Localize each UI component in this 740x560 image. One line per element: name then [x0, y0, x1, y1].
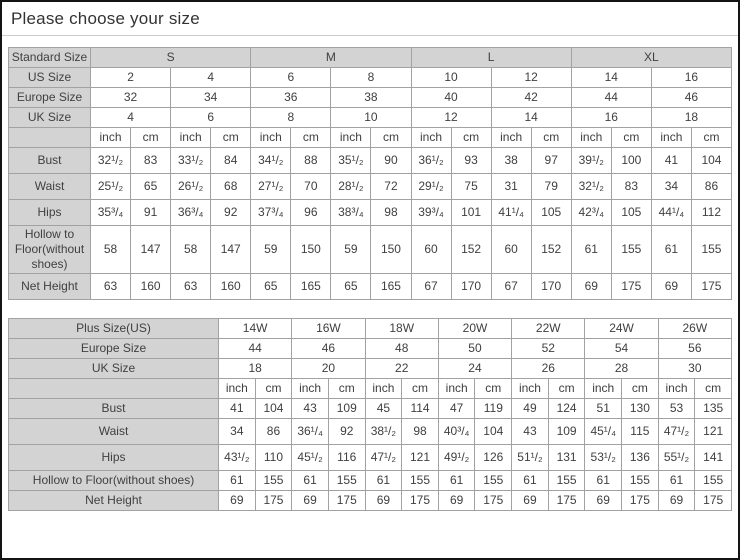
- value-cell: 110: [255, 445, 292, 471]
- header-cell: Bust: [9, 148, 91, 174]
- value-cell: 39¹/₂: [571, 148, 611, 174]
- value-cell: 63: [171, 274, 211, 300]
- table-row: [9, 128, 732, 148]
- value-cell: inch: [651, 128, 691, 148]
- value-cell: 67: [491, 274, 531, 300]
- value-cell: 2: [91, 68, 171, 88]
- value-cell: 124: [548, 399, 585, 419]
- value-cell: 61: [512, 471, 549, 491]
- value-cell: 8: [331, 68, 411, 88]
- value-cell: 27¹/₂: [251, 174, 291, 200]
- value-cell: 92: [211, 200, 251, 226]
- value-cell: 155: [548, 471, 585, 491]
- value-cell: cm: [371, 128, 411, 148]
- value-cell: 97: [531, 148, 571, 174]
- value-cell: 70: [291, 174, 331, 200]
- value-cell: 72: [371, 174, 411, 200]
- value-cell: 116: [328, 445, 365, 471]
- value-cell: 36: [251, 88, 331, 108]
- value-cell: 51: [585, 399, 622, 419]
- value-cell: 46: [292, 339, 365, 359]
- value-cell: 131: [548, 445, 585, 471]
- value-cell: 24W: [585, 319, 658, 339]
- value-cell: 109: [548, 419, 585, 445]
- table-row: [9, 174, 732, 200]
- value-cell: 79: [531, 174, 571, 200]
- value-cell: 69: [438, 491, 475, 511]
- value-cell: 22: [365, 359, 438, 379]
- value-cell: 61: [219, 471, 256, 491]
- value-cell: 93: [451, 148, 491, 174]
- table-row: [9, 471, 732, 491]
- value-cell: 65: [131, 174, 171, 200]
- value-cell: 33¹/₂: [171, 148, 211, 174]
- value-cell: 30: [658, 359, 731, 379]
- value-cell: inch: [171, 128, 211, 148]
- value-cell: 55¹/₂: [658, 445, 695, 471]
- value-cell: 175: [328, 491, 365, 511]
- value-cell: 170: [451, 274, 491, 300]
- value-cell: 35³/₄: [91, 200, 131, 226]
- value-cell: cm: [402, 379, 439, 399]
- value-cell: 100: [611, 148, 651, 174]
- value-cell: 42: [491, 88, 571, 108]
- value-cell: 69: [219, 491, 256, 511]
- value-cell: 34: [219, 419, 256, 445]
- value-cell: 47¹/₂: [365, 445, 402, 471]
- value-cell: 36³/₄: [171, 200, 211, 226]
- value-cell: 48: [365, 339, 438, 359]
- value-cell: 28: [585, 359, 658, 379]
- value-cell: 155: [255, 471, 292, 491]
- value-cell: 175: [691, 274, 731, 300]
- value-cell: 160: [131, 274, 171, 300]
- value-cell: 43: [512, 419, 549, 445]
- value-cell: 61: [651, 226, 691, 274]
- value-cell: 42³/₄: [571, 200, 611, 226]
- value-cell: 83: [611, 174, 651, 200]
- value-cell: 155: [691, 226, 731, 274]
- value-cell: cm: [475, 379, 512, 399]
- table-row: [9, 48, 732, 68]
- value-cell: 121: [695, 419, 732, 445]
- table-row: [9, 108, 732, 128]
- value-cell: 61: [571, 226, 611, 274]
- value-cell: inch: [491, 128, 531, 148]
- value-cell: cm: [695, 379, 732, 399]
- value-cell: 152: [531, 226, 571, 274]
- value-cell: 126: [475, 445, 512, 471]
- value-cell: 68: [211, 174, 251, 200]
- header-cell: Europe Size: [9, 339, 219, 359]
- value-cell: 175: [611, 274, 651, 300]
- value-cell: 41: [651, 148, 691, 174]
- value-cell: inch: [438, 379, 475, 399]
- value-cell: 175: [548, 491, 585, 511]
- value-cell: inch: [251, 128, 291, 148]
- value-cell: 26: [512, 359, 585, 379]
- value-cell: cm: [291, 128, 331, 148]
- value-cell: 165: [291, 274, 331, 300]
- value-cell: 69: [585, 491, 622, 511]
- value-cell: 53: [658, 399, 695, 419]
- value-cell: 38: [491, 148, 531, 174]
- value-cell: cm: [691, 128, 731, 148]
- value-cell: 28¹/₂: [331, 174, 371, 200]
- header-cell: US Size: [9, 68, 91, 88]
- value-cell: 119: [475, 399, 512, 419]
- value-cell: 152: [451, 226, 491, 274]
- value-cell: cm: [131, 128, 171, 148]
- value-cell: 22W: [512, 319, 585, 339]
- value-cell: 175: [622, 491, 659, 511]
- value-cell: inch: [365, 379, 402, 399]
- value-cell: inch: [292, 379, 329, 399]
- value-cell: 53¹/₂: [585, 445, 622, 471]
- value-cell: 8: [251, 108, 331, 128]
- value-cell: cm: [451, 128, 491, 148]
- value-cell: 44: [571, 88, 651, 108]
- value-cell: 41¹/₄: [491, 200, 531, 226]
- value-cell: 38¹/₂: [365, 419, 402, 445]
- value-cell: 35¹/₂: [331, 148, 371, 174]
- header-cell: Plus Size(US): [9, 319, 219, 339]
- value-cell: 61: [438, 471, 475, 491]
- value-cell: 104: [475, 419, 512, 445]
- value-cell: 14: [571, 68, 651, 88]
- value-cell: cm: [328, 379, 365, 399]
- value-cell: 112: [691, 200, 731, 226]
- value-cell: 69: [571, 274, 611, 300]
- value-cell: 65: [331, 274, 371, 300]
- value-cell: 175: [255, 491, 292, 511]
- value-cell: 20: [292, 359, 365, 379]
- value-cell: inch: [219, 379, 256, 399]
- value-cell: 4: [171, 68, 251, 88]
- value-cell: 175: [475, 491, 512, 511]
- standard-size-table-body: [9, 48, 732, 300]
- value-cell: 61: [365, 471, 402, 491]
- value-cell: 10: [411, 68, 491, 88]
- value-cell: 47¹/₂: [658, 419, 695, 445]
- value-cell: 98: [402, 419, 439, 445]
- header-cell: Net Height: [9, 491, 219, 511]
- value-cell: 175: [402, 491, 439, 511]
- table-row: [9, 88, 732, 108]
- value-cell: 56: [658, 339, 731, 359]
- value-cell: 130: [622, 399, 659, 419]
- header-cell: Bust: [9, 399, 219, 419]
- value-cell: cm: [211, 128, 251, 148]
- value-cell: 40³/₄: [438, 419, 475, 445]
- value-cell: 90: [371, 148, 411, 174]
- value-cell: 26¹/₂: [171, 174, 211, 200]
- table-row: [9, 274, 732, 300]
- value-cell: inch: [571, 128, 611, 148]
- plus-size-table: [8, 318, 732, 511]
- value-cell: 43¹/₂: [219, 445, 256, 471]
- header-cell: Net Height: [9, 274, 91, 300]
- value-cell: 36¹/₂: [411, 148, 451, 174]
- value-cell: 50: [438, 339, 511, 359]
- value-cell: 60: [491, 226, 531, 274]
- value-cell: 91: [131, 200, 171, 226]
- value-cell: cm: [548, 379, 585, 399]
- value-cell: 136: [622, 445, 659, 471]
- value-cell: 155: [611, 226, 651, 274]
- table-row: [9, 319, 732, 339]
- header-cell: UK Size: [9, 108, 91, 128]
- table-row: [9, 491, 732, 511]
- value-cell: 150: [291, 226, 331, 274]
- value-cell: 135: [695, 399, 732, 419]
- value-cell: 109: [328, 399, 365, 419]
- value-cell: 36¹/₄: [292, 419, 329, 445]
- value-cell: 12: [411, 108, 491, 128]
- value-cell: 63: [91, 274, 131, 300]
- value-cell: 54: [585, 339, 658, 359]
- header-cell: L: [411, 48, 571, 68]
- value-cell: 18W: [365, 319, 438, 339]
- value-cell: 175: [695, 491, 732, 511]
- value-cell: 105: [611, 200, 651, 226]
- page-title: Please choose your size: [11, 9, 200, 28]
- value-cell: inch: [585, 379, 622, 399]
- value-cell: 147: [211, 226, 251, 274]
- value-cell: 98: [371, 200, 411, 226]
- value-cell: 165: [371, 274, 411, 300]
- header-cell: M: [251, 48, 411, 68]
- header-cell: UK Size: [9, 359, 219, 379]
- value-cell: 67: [411, 274, 451, 300]
- value-cell: 34: [171, 88, 251, 108]
- table-row: [9, 419, 732, 445]
- value-cell: inch: [411, 128, 451, 148]
- header-cell: Hips: [9, 200, 91, 226]
- value-cell: 34¹/₂: [251, 148, 291, 174]
- value-cell: 44¹/₄: [651, 200, 691, 226]
- value-cell: inch: [331, 128, 371, 148]
- value-cell: 37³/₄: [251, 200, 291, 226]
- value-cell: 61: [658, 471, 695, 491]
- value-cell: 16: [571, 108, 651, 128]
- value-cell: 18: [651, 108, 731, 128]
- value-cell: 58: [91, 226, 131, 274]
- value-cell: 150: [371, 226, 411, 274]
- value-cell: 114: [402, 399, 439, 419]
- value-cell: 25¹/₂: [91, 174, 131, 200]
- value-cell: 61: [585, 471, 622, 491]
- value-cell: 105: [531, 200, 571, 226]
- value-cell: inch: [512, 379, 549, 399]
- header-cell: Hollow to Floor(without shoes): [9, 226, 91, 274]
- value-cell: 14: [491, 108, 571, 128]
- value-cell: 147: [131, 226, 171, 274]
- value-cell: 75: [451, 174, 491, 200]
- value-cell: 59: [331, 226, 371, 274]
- value-cell: 24: [438, 359, 511, 379]
- value-cell: 104: [255, 399, 292, 419]
- value-cell: 10: [331, 108, 411, 128]
- value-cell: cm: [531, 128, 571, 148]
- value-cell: 46: [651, 88, 731, 108]
- value-cell: 83: [131, 148, 171, 174]
- value-cell: 32: [91, 88, 171, 108]
- value-cell: 69: [292, 491, 329, 511]
- table-row: [9, 379, 732, 399]
- value-cell: 40: [411, 88, 491, 108]
- value-cell: 38³/₄: [331, 200, 371, 226]
- value-cell: 155: [695, 471, 732, 491]
- header-cell: Europe Size: [9, 88, 91, 108]
- value-cell: 92: [328, 419, 365, 445]
- table-row: [9, 359, 732, 379]
- value-cell: 49: [512, 399, 549, 419]
- value-cell: 60: [411, 226, 451, 274]
- value-cell: 51¹/₂: [512, 445, 549, 471]
- value-cell: 43: [292, 399, 329, 419]
- value-cell: 155: [328, 471, 365, 491]
- value-cell: 6: [171, 108, 251, 128]
- value-cell: 14W: [219, 319, 292, 339]
- value-cell: 86: [691, 174, 731, 200]
- value-cell: 18: [219, 359, 292, 379]
- table-row: [9, 200, 732, 226]
- value-cell: 12: [491, 68, 571, 88]
- table-row: [9, 68, 732, 88]
- value-cell: 69: [365, 491, 402, 511]
- value-cell: 84: [211, 148, 251, 174]
- value-cell: 52: [512, 339, 585, 359]
- value-cell: 32¹/₂: [91, 148, 131, 174]
- value-cell: 38: [331, 88, 411, 108]
- value-cell: 155: [475, 471, 512, 491]
- value-cell: 47: [438, 399, 475, 419]
- value-cell: 26W: [658, 319, 731, 339]
- value-cell: 170: [531, 274, 571, 300]
- header-cell: Hollow to Floor(without shoes): [9, 471, 219, 491]
- value-cell: 34: [651, 174, 691, 200]
- header-cell: S: [91, 48, 251, 68]
- header-cell: [9, 128, 91, 148]
- value-cell: 41: [219, 399, 256, 419]
- value-cell: 121: [402, 445, 439, 471]
- header-cell: Standard Size: [9, 48, 91, 68]
- table-row: [9, 226, 732, 274]
- value-cell: 58: [171, 226, 211, 274]
- value-cell: 88: [291, 148, 331, 174]
- value-cell: 20W: [438, 319, 511, 339]
- table-row: [9, 399, 732, 419]
- value-cell: cm: [255, 379, 292, 399]
- value-cell: 155: [402, 471, 439, 491]
- header-cell: Waist: [9, 174, 91, 200]
- value-cell: 4: [91, 108, 171, 128]
- header-cell: [9, 379, 219, 399]
- value-cell: 49¹/₂: [438, 445, 475, 471]
- value-cell: 29¹/₂: [411, 174, 451, 200]
- value-cell: 32¹/₂: [571, 174, 611, 200]
- value-cell: cm: [622, 379, 659, 399]
- value-cell: 69: [651, 274, 691, 300]
- value-cell: 69: [658, 491, 695, 511]
- table-gap: [2, 300, 738, 318]
- header-cell: Waist: [9, 419, 219, 445]
- standard-size-table: [8, 47, 732, 300]
- value-cell: 31: [491, 174, 531, 200]
- value-cell: 39³/₄: [411, 200, 451, 226]
- table-row: [9, 445, 732, 471]
- value-cell: 160: [211, 274, 251, 300]
- value-cell: 96: [291, 200, 331, 226]
- value-cell: 6: [251, 68, 331, 88]
- value-cell: 16: [651, 68, 731, 88]
- title-divider: [2, 35, 738, 36]
- plus-size-table-body: [9, 319, 732, 511]
- value-cell: 141: [695, 445, 732, 471]
- value-cell: 115: [622, 419, 659, 445]
- value-cell: 65: [251, 274, 291, 300]
- value-cell: 101: [451, 200, 491, 226]
- value-cell: 69: [512, 491, 549, 511]
- value-cell: inch: [658, 379, 695, 399]
- value-cell: 45: [365, 399, 402, 419]
- value-cell: 16W: [292, 319, 365, 339]
- value-cell: 45¹/₄: [585, 419, 622, 445]
- header-cell: XL: [571, 48, 731, 68]
- value-cell: 155: [622, 471, 659, 491]
- table-row: [9, 148, 732, 174]
- header-cell: Hips: [9, 445, 219, 471]
- value-cell: 86: [255, 419, 292, 445]
- value-cell: 104: [691, 148, 731, 174]
- value-cell: 44: [219, 339, 292, 359]
- value-cell: 61: [292, 471, 329, 491]
- value-cell: cm: [611, 128, 651, 148]
- value-cell: inch: [91, 128, 131, 148]
- value-cell: 59: [251, 226, 291, 274]
- value-cell: 45¹/₂: [292, 445, 329, 471]
- table-row: [9, 339, 732, 359]
